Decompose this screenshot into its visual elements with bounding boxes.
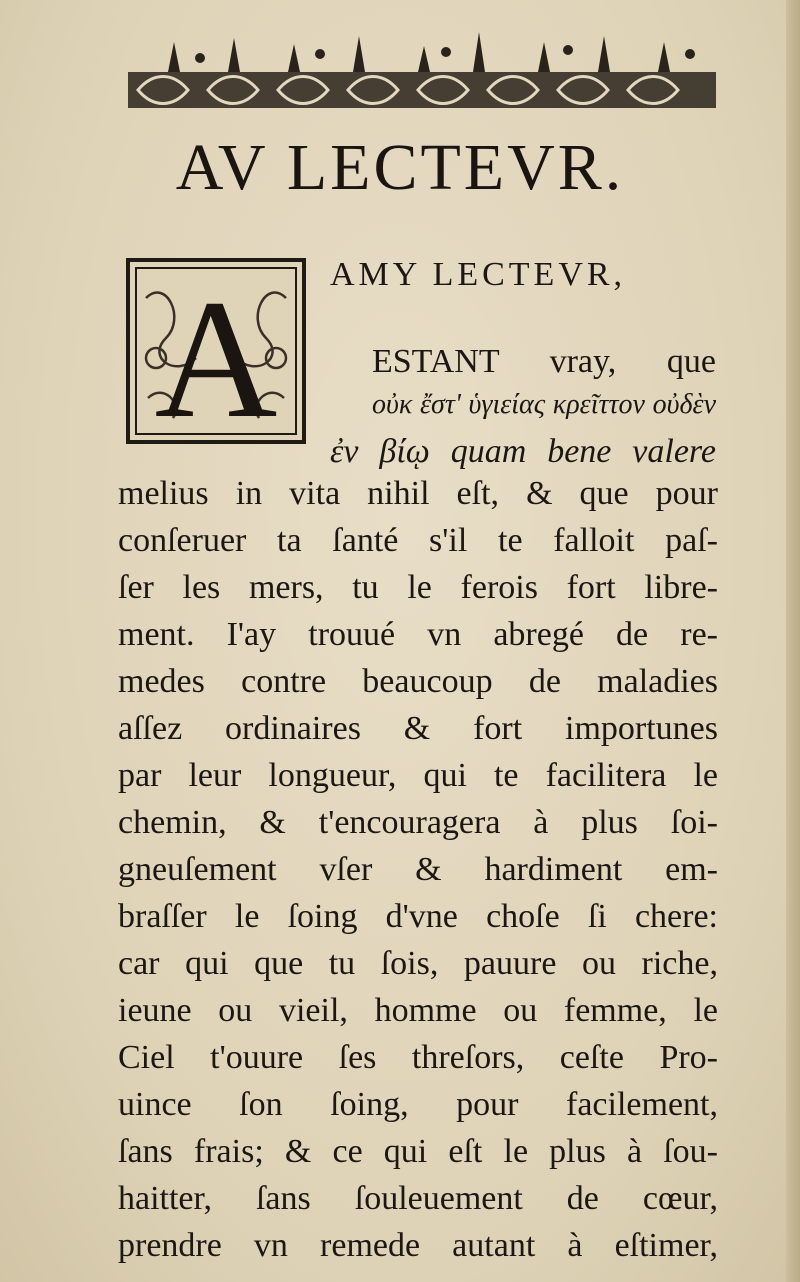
- text-line: gneuſement vſer & hardiment em-: [118, 851, 718, 888]
- headpiece-ornament: [128, 28, 716, 112]
- text-line: braſſer le ſoing d'vne choſe ſi chere:: [118, 898, 718, 935]
- latin-line-block: [330, 428, 716, 475]
- text-line: conſeruer ta ſanté s'il te falloit paſ-: [118, 522, 718, 559]
- latin-line: ἐν βίῳ quam bene valere: [330, 433, 716, 470]
- text-line: uince ſon ſoing, pour facilement,: [118, 1086, 718, 1123]
- text-line: chemin, & t'encouragera à plus ſoi-: [118, 804, 718, 841]
- text-line: medes contre beaucoup de maladies: [118, 663, 718, 700]
- body-text: [118, 470, 718, 1269]
- text-line: ſer les mers, tu le ferois fort libre-: [118, 569, 718, 606]
- text-line: aſſez ordinaires & fort importunes: [118, 710, 718, 747]
- page-title: AV LECTEVR.: [175, 131, 625, 204]
- text-line: ment. I'ay trouué vn abregé de re-: [118, 616, 718, 653]
- text-line: car qui que tu ſois, pauure ou riche,: [118, 945, 718, 982]
- text-line: par leur longueur, qui te facilitera le: [118, 757, 718, 794]
- text-line: haitter, ſans ſouleuement de cœur,: [118, 1180, 718, 1217]
- text-line: ieune ou vieil, homme ou femme, le: [118, 992, 718, 1029]
- salutation: AMY LECTEVR,: [330, 256, 627, 293]
- greek-line: οὐκ ἔστ' ὑγιείας κρεῖττον οὐδὲν: [372, 389, 716, 420]
- text-line: Ciel t'ouure ſes threſors, ceſte Pro-: [118, 1039, 718, 1076]
- svg-text:A: A: [154, 265, 278, 444]
- indented-text: [372, 338, 716, 425]
- text-line: melius in vita nihil eſt, & que pour: [118, 475, 718, 512]
- text-line: ESTANT vray, que: [372, 343, 716, 380]
- decorated-initial: [126, 258, 306, 444]
- text-line: ſans frais; & ce qui eſt le plus à ſou-: [118, 1133, 718, 1170]
- text-line: prendre vn remede autant à eſtimer,: [118, 1227, 718, 1264]
